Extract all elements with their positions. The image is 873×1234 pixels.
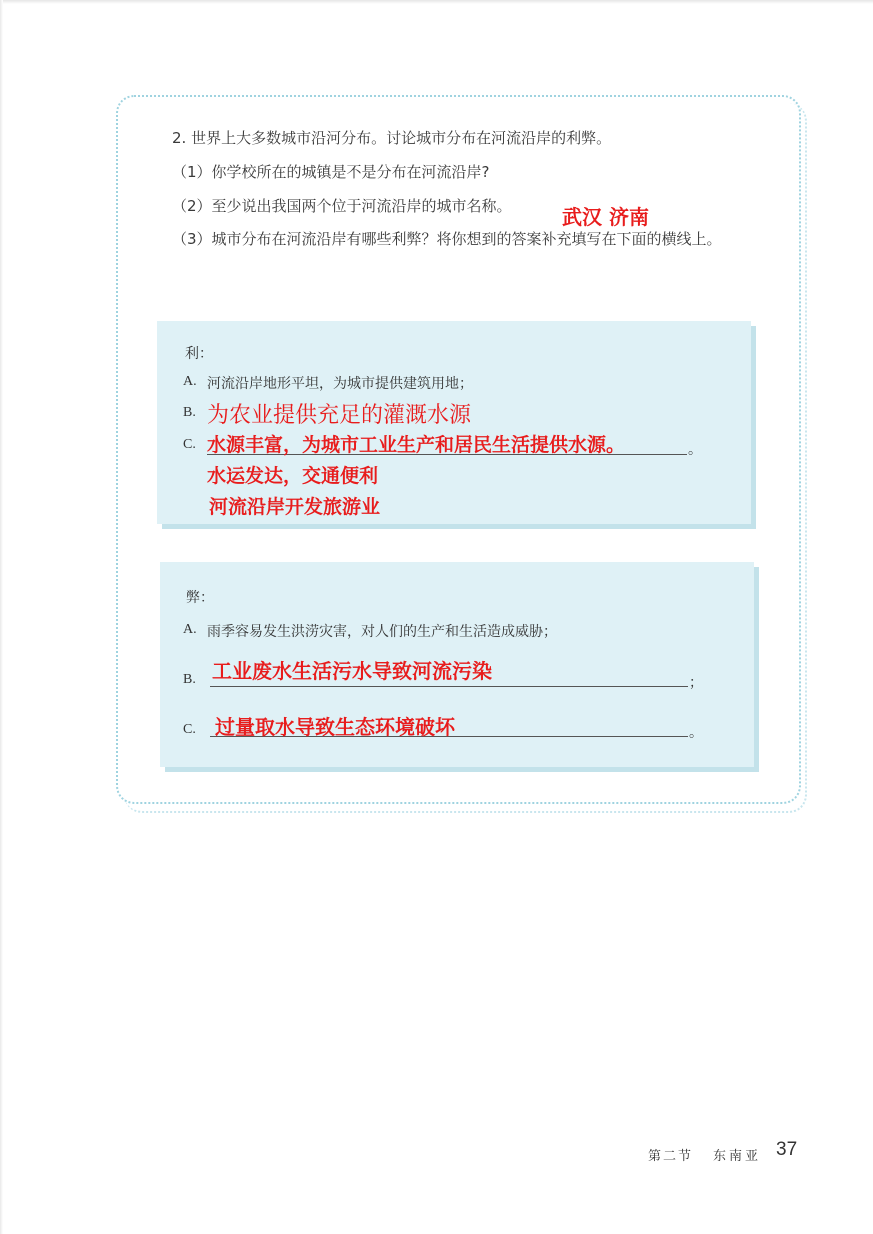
pros-letter-b: B. <box>183 405 196 420</box>
cons-letter-b: B. <box>183 672 196 687</box>
cons-end-b: ； <box>689 675 703 691</box>
pros-letter-a: A. <box>183 374 197 389</box>
answer-disadvantage-1: 工业废水生活污水导致河流污染 <box>212 659 492 683</box>
pros-heading: 利： <box>185 346 213 362</box>
pros-letter-c: C. <box>183 437 196 452</box>
cons-item-a: 雨季容易发生洪涝灾害，对人们的生产和生活造成威胁； <box>207 624 557 640</box>
cons-end-c: 。 <box>689 725 703 741</box>
page-edge <box>0 0 873 4</box>
pros-end-mark: 。 <box>688 442 702 458</box>
question-sub3: （3）城市分布在河流沿岸有哪些利弊？将你想到的答案补充填写在下面的横线上。 <box>172 230 722 248</box>
answer-advantage-2: 水源丰富，为城市工业生产和居民生活提供水源。 <box>207 434 626 456</box>
answer-advantage-4: 河流沿岸开发旅游业 <box>209 496 381 518</box>
answer-advantage-1: 为农业提供充足的灌溉水源 <box>207 403 472 428</box>
question-sub1: （1）你学校所在的城镇是不是分布在河流沿岸? <box>172 163 490 181</box>
cons-heading: 弊： <box>186 590 214 606</box>
pros-item-a: 河流沿岸地形平坦，为城市提供建筑用地； <box>207 376 473 392</box>
cons-line-b <box>210 686 688 687</box>
page-edge-left <box>0 0 3 1234</box>
footer-section: 东南亚 <box>713 1149 762 1164</box>
page-number: 37 <box>776 1139 798 1160</box>
answer-advantage-3: 水运发达，交通便利 <box>207 465 379 487</box>
question-title: 2. 世界上大多数城市沿河分布。讨论城市分布在河流沿岸的利弊。 <box>172 129 612 147</box>
answer-disadvantage-2: 过量取水导致生态环境破坏 <box>215 715 455 739</box>
question-sub2: （2）至少说出我国两个位于河流沿岸的城市名称。 <box>172 197 512 215</box>
cons-letter-a: A. <box>183 622 197 637</box>
answer-cities: 武汉 济南 <box>562 205 649 229</box>
cons-letter-c: C. <box>183 722 196 737</box>
footer-chapter: 第二节 <box>648 1149 694 1164</box>
